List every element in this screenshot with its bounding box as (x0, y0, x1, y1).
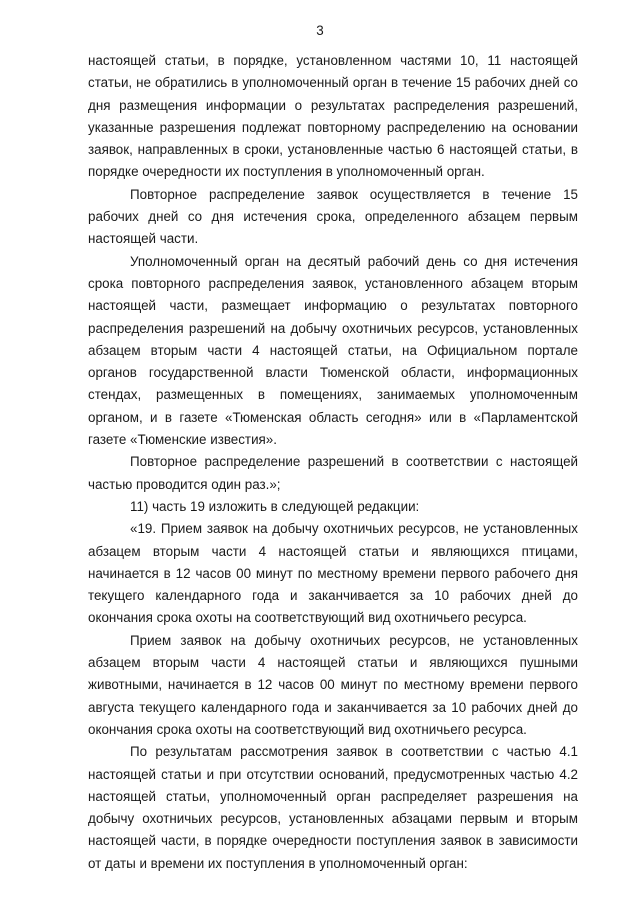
page-number: 3 (316, 23, 324, 38)
document-body (88, 50, 578, 875)
paragraph: Уполномоченный орган на десятый рабочий день со дня истечения срока повторного распределения заявок, установленного абзацем вторым настоящей части, размещает информацию о результатах повторного распределения разрешений на добычу охотничьих ресурсов, установленных абзацем вторым части 4 настоящей статьи, на Официальном портале органов государственной власти Тюменской области, информационных стендах, размещенных в помещениях, занимаемых уполномоченным органом, и в газете «Тюменская область сегодня» или в «Парламентской газете «Тюменские известия». (88, 253, 578, 448)
paragraph: Повторное распределение разрешений в соответствии с настоящей частью проводится один раз.»; (88, 454, 578, 492)
paragraph: По результатам рассмотрения заявок в соответствии с частью 4.1 настоящей статьи и при отсутствии оснований, предусмотренных частью 4.2 настоящей статьи, уполномоченный орган распределяет разрешения на добычу охотничьих ресурсов, установленных абзацами первым и вторым настоящей части, в порядке очередности поступления заявок в зависимости от даты и времени их поступления в уполномоченный орган: (88, 744, 578, 871)
paragraph: Прием заявок на добычу охотничьих ресурсов, не установленных абзацем вторым части 4 настоящей статьи и являющихся пушными животными, начинается в 12 часов 00 минут по местному времени первого августа текущего календарного года и заканчивается за 10 рабочих дней до окончания срока охоты на соответствующий вид охотничьего ресурса. (88, 632, 578, 737)
paragraph: 11) часть 19 изложить в следующей редакции: (130, 498, 420, 514)
paragraph: настоящей статьи, в порядке, установленном частями 10, 11 настоящей статьи, не обратились в уполномоченный орган в течение 15 рабочих дней со дня размещения информации о результатах распределения разрешений, указанные разрешения подлежат повторному распределению на основании заявок, направленных в сроки, установленные частью 6 настоящей статьи, в порядке очередности их поступления в уполномоченный орган. (88, 53, 578, 180)
paragraph: Повторное распределение заявок осуществляется в течение 15 рабочих дней со дня истечения срока, определенного абзацем первым настоящей части. (88, 186, 578, 247)
paragraph: «19. Прием заявок на добычу охотничьих ресурсов, не установленных абзацем вторым части 4 настоящей статьи и являющихся птицами, начинается в 12 часов 00 минут по местному времени первого рабочего дня текущего календарного года и заканчивается за 10 рабочих дней до окончания срока охоты на соответствующий вид охотничьего ресурса. (88, 521, 578, 626)
